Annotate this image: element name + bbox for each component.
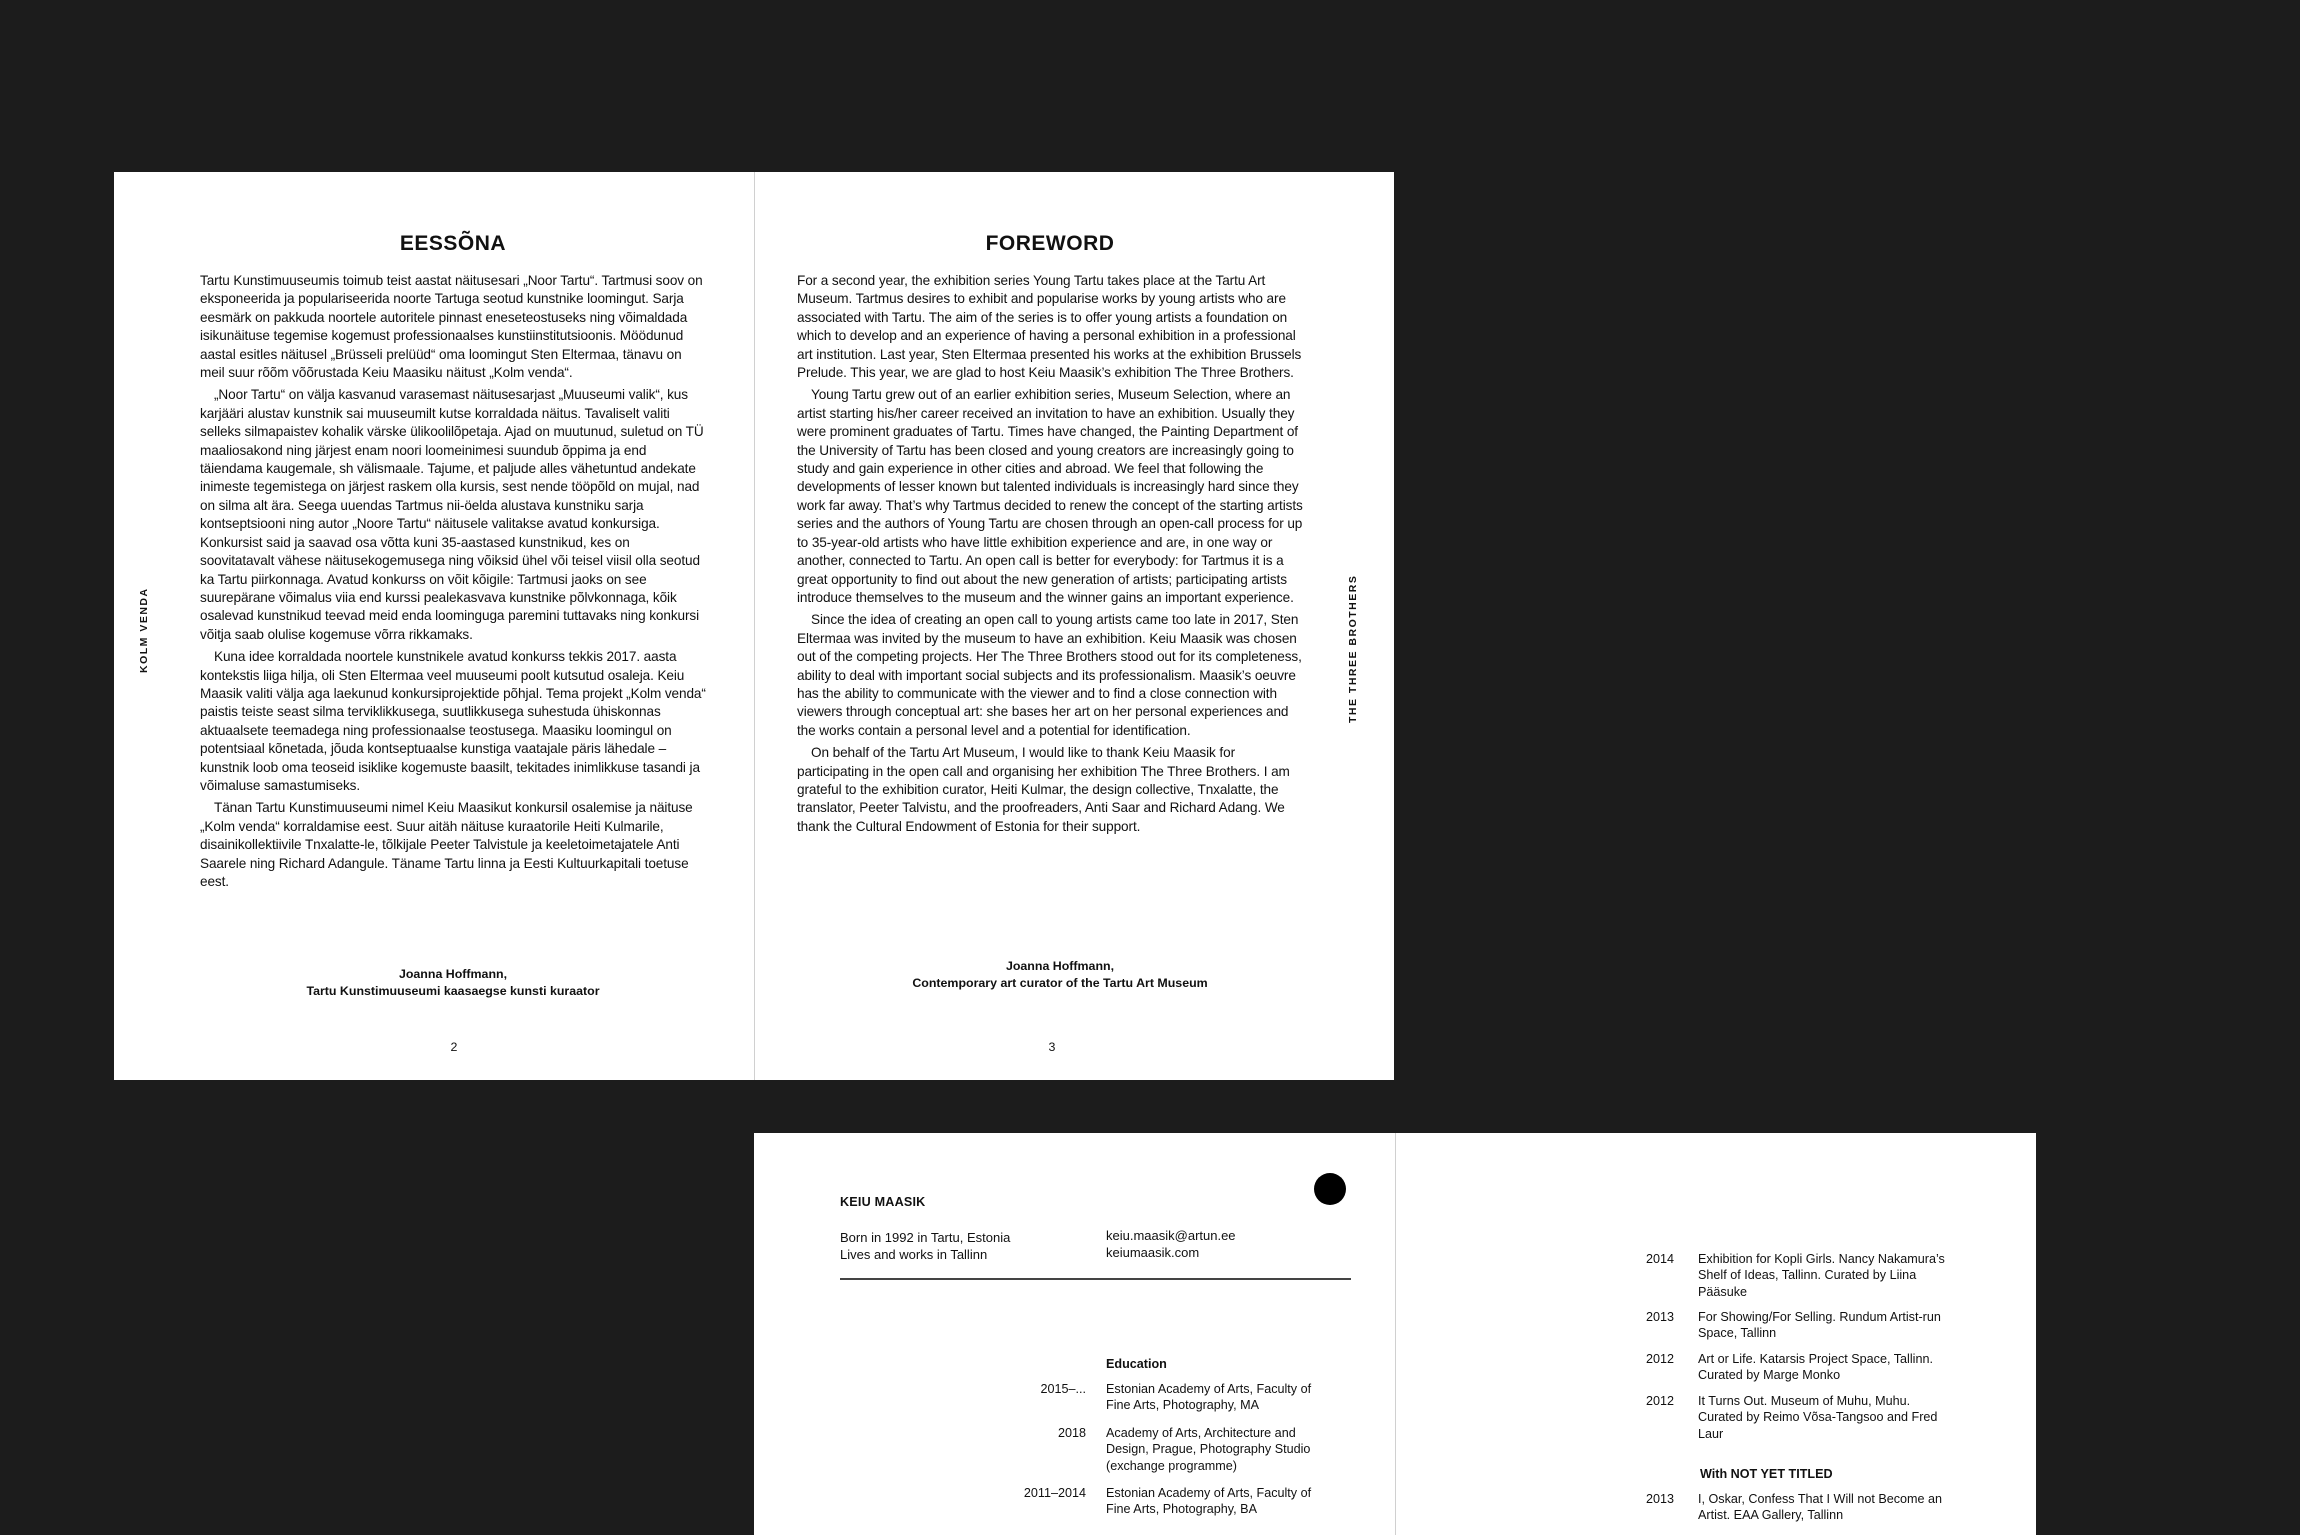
- email-link[interactable]: keiu.maasik@artun.ee: [1106, 1228, 1236, 1243]
- divider: [840, 1278, 1351, 1280]
- entry-year: 2012: [1646, 1394, 1675, 1408]
- birth-info: Born in 1992 in Tartu, Estonia: [840, 1230, 1011, 1245]
- paragraph: Tänan Tartu Kunstimuuseumi nimel Keiu Maasikut konkursil osalemise ja näituse „Kolm venda“ korraldamise eest. Suur aitäh näituse kuraatorile Heiti Kulmarile, disainikollektiivile Tnxalatte-le, tõlkijale Peeter Talvistule ja keeletoimetajatele Anti Saarele ning Richard Adangule. Täname Tartu linna ja Eesti Kultuurkapitali toetuse eest.: [200, 800, 693, 889]
- artist-name: KEIU MAASIK: [840, 1195, 926, 1209]
- entry-text: Exhibition for Kopli Girls. Nancy Nakamura’s Shelf of Ideas, Tallinn. Curated by Liina Pääsuke: [1698, 1252, 1945, 1299]
- page-title: FOREWORD: [985, 232, 1115, 255]
- entry-text: Estonian Academy of Arts, Faculty of Fine Arts, Photography, BA: [1106, 1486, 1312, 1517]
- entry-year: 2014: [1646, 1252, 1675, 1266]
- entry-text: I, Oskar, Confess That I Will not Become an Artist. EAA Gallery, Tallinn: [1698, 1492, 1943, 1523]
- entry-year: 2011–2014: [1023, 1486, 1086, 1500]
- entry-year: 2015–...: [1040, 1382, 1086, 1396]
- paragraph: Kuna idee korraldada noortele kunstnikele avatud konkurss tekkis 2017. aasta kontekstis liiga hilja, oli Sten Eltermaa veel muuseumi poolt kutsutud osaleja. Keiu Maasik valiti välja aga laekunud konkursiprojektide põhjal. Tema projekt „Kolm venda“ paistis teiste seast silma terviklikkusega, suutlikkusega suhestuda ühiskonnas aktuaalsete teemadega ning professionaalse teostusega. Maasiku loomingul on potentsiaal kõnetada, jõuda kontseptuaalse kunstiga vaatajale päris lähedale – kunstnik loob oma teoseid isiklike kogemuste baasilt, tekitades inimlikkuse tasandi ja võimaluse samastumiseks.: [200, 649, 706, 793]
- entry-year: 2018: [1057, 1426, 1086, 1440]
- group-heading: With NOT YET TITLED: [1700, 1467, 1833, 1481]
- signature-role: Contemporary art curator of the Tartu Art Museum: [912, 975, 1208, 990]
- page-exhibitions: [1396, 1133, 2036, 1535]
- vertical-running-title: THE THREE BROTHERS: [1347, 574, 1359, 723]
- paragraph: On behalf of the Tartu Art Museum, I would like to thank Keiu Maasik for participating in the open call and organising her exhibition The Three Brothers. I am grateful to the exhibition curator, Heiti Kulmar, the design collective, Tnxalatte, the translator, Peeter Talvistu, and the proofreaders, Anti Saar and Richard Adang. We thank the Cultural Endowment of Estonia for their support.: [797, 745, 1290, 834]
- bottom-spread: [754, 1133, 2036, 1535]
- signature: [200, 966, 706, 999]
- signature-name: Joanna Hoffmann,: [1005, 959, 1115, 973]
- paragraph: Young Tartu grew out of an earlier exhibition series, Museum Selection, where an artist starting his/her career received an invitation to have an exhibition. Usually they were prominent graduates of Tartu. Times have changed, the Painting Department of the University of Tartu has been closed and young creators are increasingly going to study and gain experience in other cities and abroad. We feel that following the developments of lesser known but talented individuals is increasingly hard since they work far away. That’s why Tartmus decided to renew the concept of the starting artists series and the authors of Young Tartu are chosen through an open-call process for up to 35-year-old artists who have little exhibition experience and are, in one way or another, connected to Tartu. An open call is better for everybody: for Tartmus it is a great opportunity to find out about the new generation of artists; participating artists introduce themselves to the museum and the winner gains an important experience.: [797, 387, 1303, 605]
- signature-name: Joanna Hoffmann,: [398, 967, 508, 981]
- paragraph: Tartu Kunstimuuseumis toimub teist aastat näitusesari „Noor Tartu“. Tartmusi soov on eksponeerida ja populariseerida noorte Tartuga seotud kunstnike loomingut. Sarja eesmärk on pakkuda noortele autoritele pinnast eneseteostuseks ning võimaldada isikunäituse tegemise kogemust professionaalses kunstiinstitutsioonis. Möödunud aastal esitles näitusel „Brüsseli prelüüd“ oma loomingut Sten Eltermaa, tänavu on meil suur rõõm võõrustada Keiu Maasiku näitust „Kolm venda“.: [200, 273, 703, 381]
- paragraph: „Noor Tartu“ on välja kasvanud varasemast näitusesarjast „Muuseumi valik“, kus karjääri alustav kunstnik sai muuseumilt kutse korraldada näitus. Tavaliselt valiti selleks silmapaistev kohalik värske ülikoolilõpetaja. Ajad on muutunud, suletud on TÜ maaliosakond ning järjest enam noori loomeinimesi suundub õppima ja end täiendama kaugemale, sh välismaale. Tajume, et paljude alles vähetuntud andekate inimeste tegemistega on järjest raskem olla kursis, sest nende tööpõld on mujal, nad on silma alt ära. Seega uuendas Tartmus nii-öelda alustava kunstniku sarja kontseptsiooni ning autor „Noore Tartu“ näitusele valitakse avatud konkursiga. Konkursist said ja saavad osa võtta kuni 35-aastased kunstnikud, kes on soovitatavalt vähese näitusekogemusega ning võiksid ühel või teisel viisil olla seotud ka Tartu piirkonnaga. Avatud konkurss on võit kõigile: Tartmusi jaoks on see suurepärane võimalus viia end kurssi pealekasvava kunstnike põlvkonnaga, kõik osalevad kunstnikud teevad meid enda loominguga paremini tuttavaks ning konkursi võitja saab olulise kogemuse võrra rikkamaks.: [200, 387, 704, 642]
- entry-text: Academy of Arts, Architecture and Design, Prague, Photography Studio (exchange programme): [1106, 1426, 1311, 1473]
- entry-text: Art or Life. Katarsis Project Space, Tallinn. Curated by Marge Monko: [1698, 1352, 1933, 1383]
- top-spread: [114, 172, 1394, 1080]
- page-eessona: [114, 172, 754, 1080]
- entry-text: It Turns Out. Museum of Muhu, Muhu. Curated by Reimo Võsa-Tangsoo and Fred Laur: [1698, 1394, 1938, 1441]
- body-text: [797, 272, 1307, 840]
- entry-text: Estonian Academy of Arts, Faculty of Fine Arts, Photography, MA: [1106, 1382, 1312, 1413]
- entry-year: 2012: [1646, 1352, 1675, 1366]
- signature: [797, 958, 1323, 991]
- circle-mark-icon: [1314, 1173, 1346, 1205]
- education-heading: Education: [1106, 1357, 1167, 1371]
- entry-text: For Showing/For Selling. Rundum Artist-run Space, Tallinn: [1698, 1310, 1941, 1341]
- page-number: 3: [1048, 1040, 1056, 1054]
- page-foreword: [755, 172, 1394, 1080]
- page-title: EESSÕNA: [399, 232, 507, 255]
- page-cv: [754, 1133, 1395, 1535]
- website-link[interactable]: keiumaasik.com: [1106, 1245, 1200, 1260]
- page-number: 2: [450, 1040, 458, 1054]
- body-text: [200, 272, 706, 895]
- paragraph: Since the idea of creating an open call to young artists came too late in 2017, Sten Eltermaa was invited by the museum to have an exhibition. Keiu Maasik was chosen out of the competing projects. Her The Three Brothers stood out for its completeness, ability to deal with important social subjects and its professionalism. Maasik’s oeuvre has the ability to communicate with the viewer and to find a close connection with viewers through conceptual art: she bases her art on her personal experiences and the works contain a personal level and a potential for identification.: [797, 612, 1302, 738]
- signature-role: Tartu Kunstimuuseumi kaasaegse kunsti kuraator: [306, 983, 600, 998]
- residence-info: Lives and works in Tallinn: [840, 1247, 988, 1262]
- paragraph: For a second year, the exhibition series Young Tartu takes place at the Tartu Art Museum. Tartmus desires to exhibit and popularise works by young artists who are associated with Tartu. The aim of the series is to offer young artists a foundation on which to develop and an experience of having a personal exhibition in a professional art institution. Last year, Sten Eltermaa presented his works at the exhibition Brussels Prelude. This year, we are glad to host Keiu Maasik’s exhibition The Three Brothers.: [797, 273, 1302, 381]
- entry-year: 2013: [1646, 1310, 1675, 1324]
- entry-year: 2013: [1646, 1492, 1675, 1506]
- artist-bio: [840, 1229, 1080, 1263]
- vertical-running-title: KOLM VENDA: [138, 587, 150, 673]
- artist-contacts: [1106, 1227, 1346, 1261]
